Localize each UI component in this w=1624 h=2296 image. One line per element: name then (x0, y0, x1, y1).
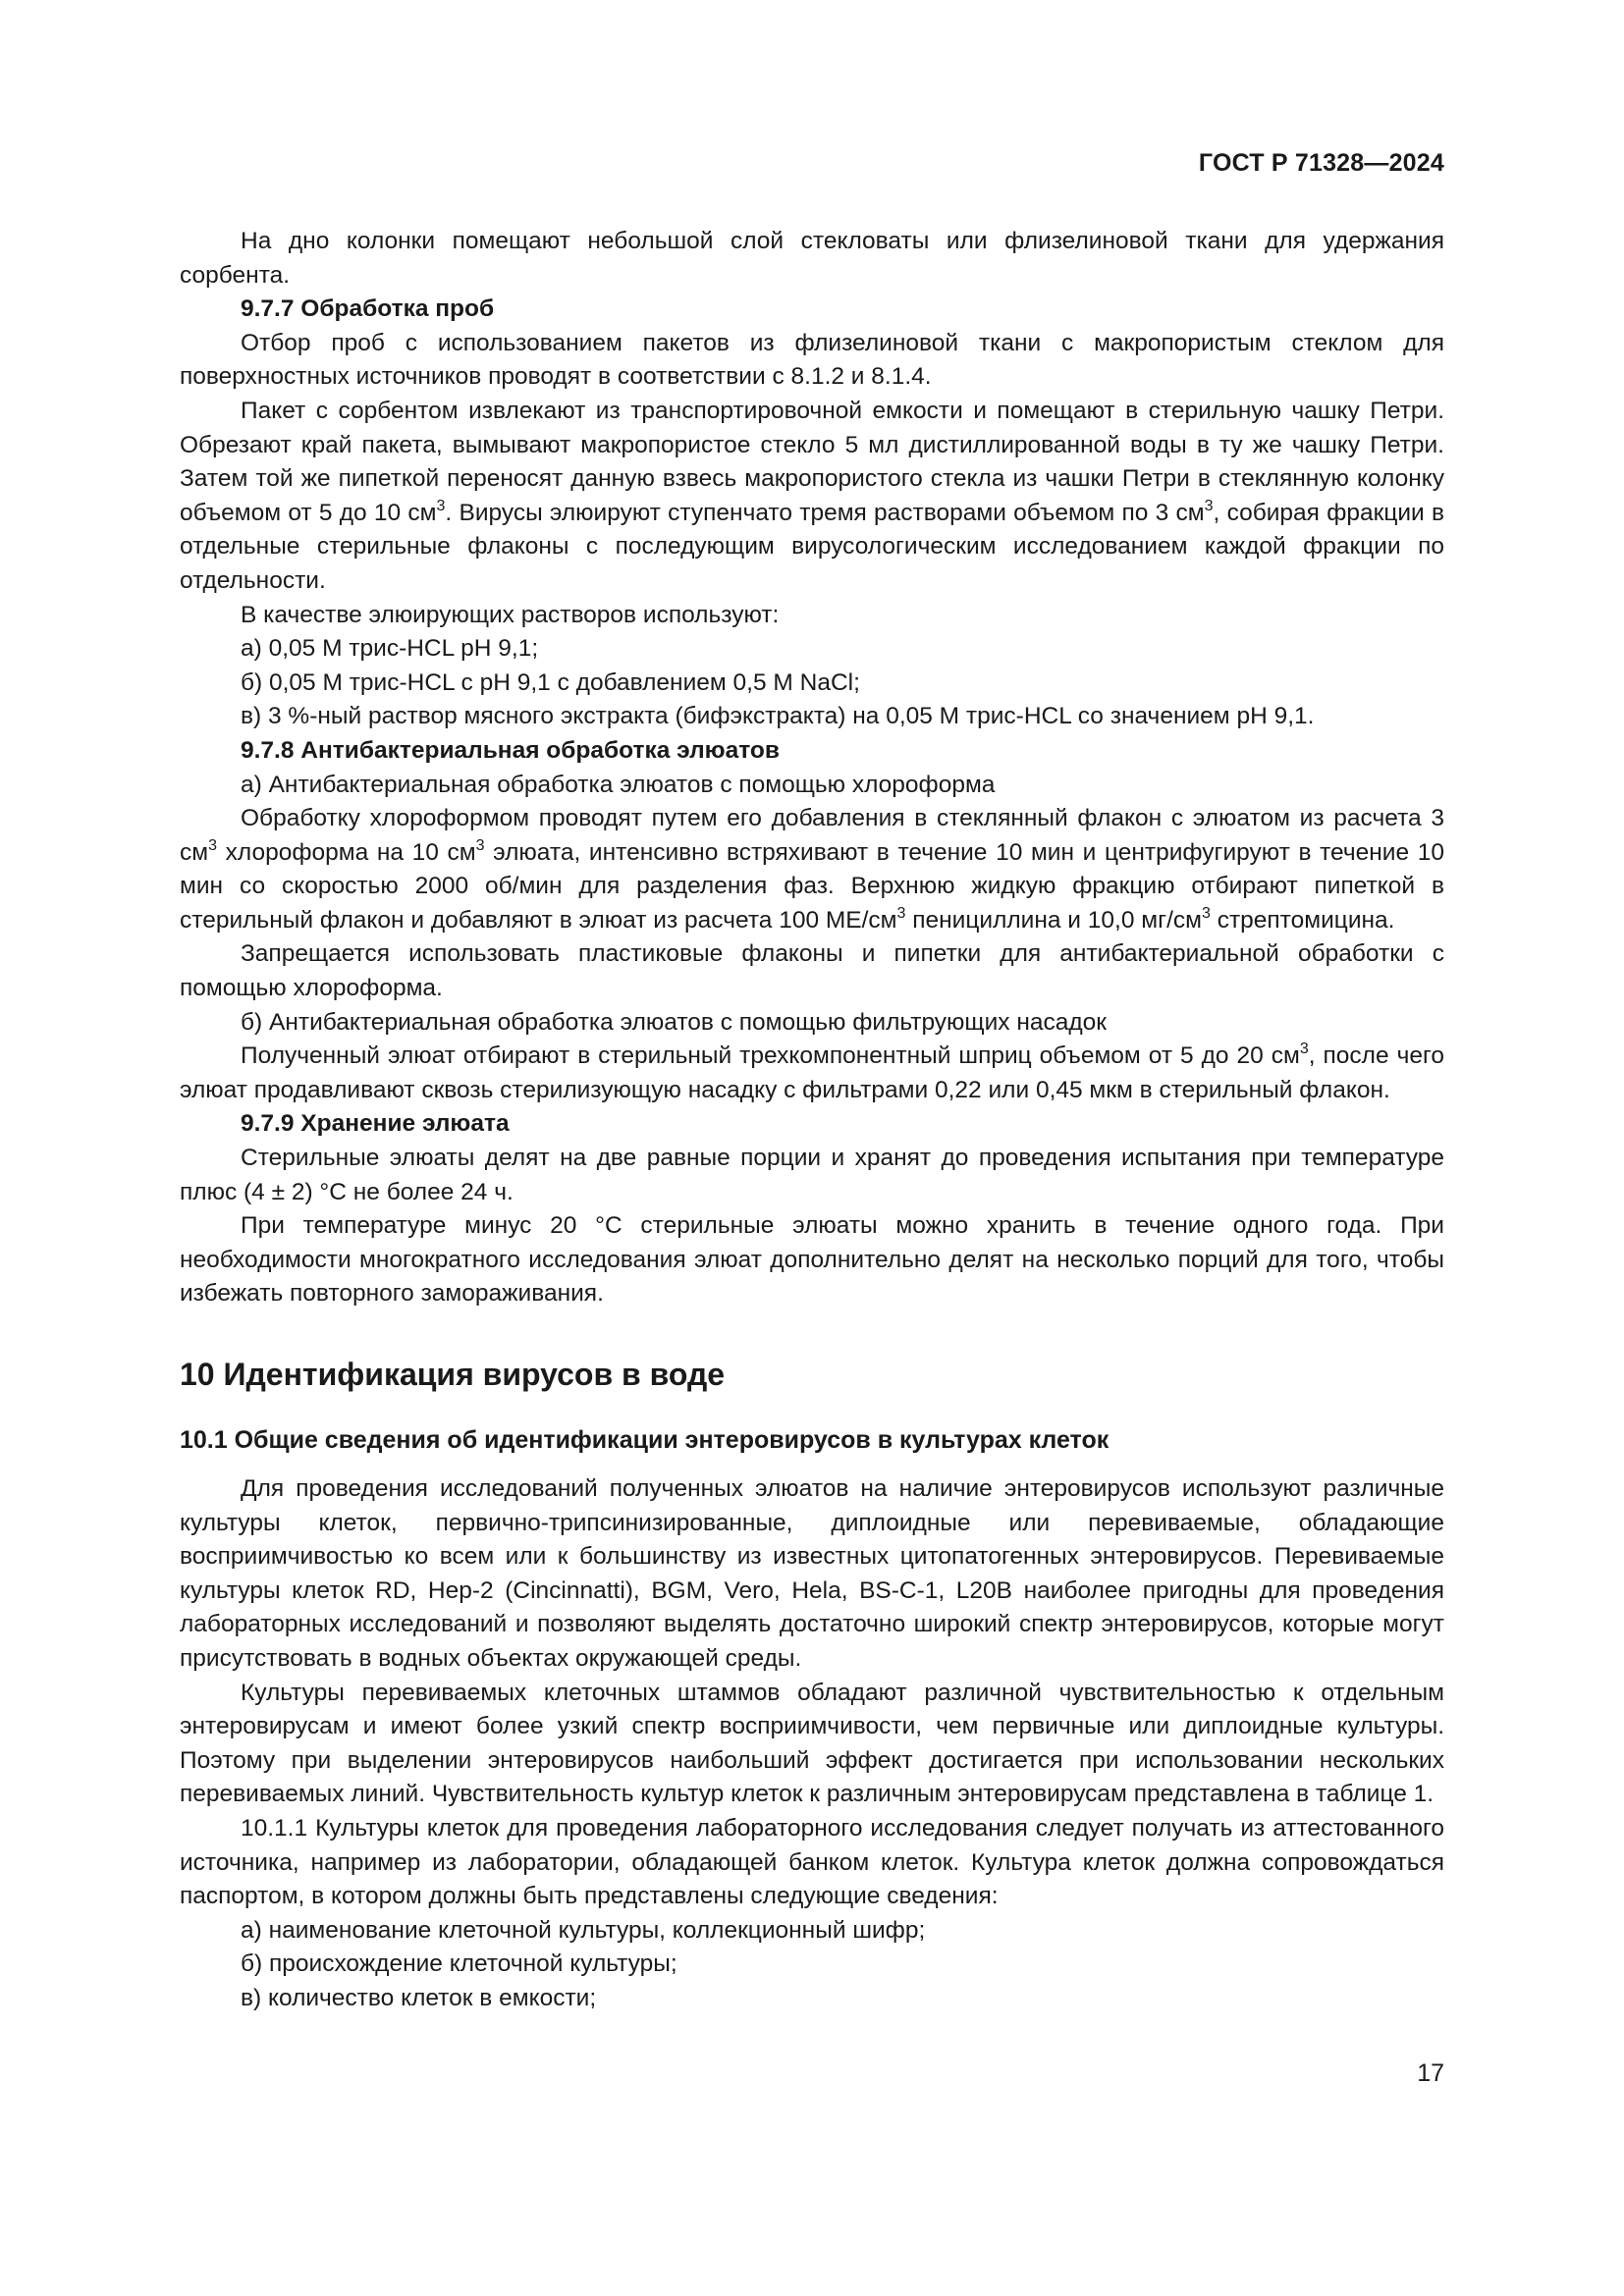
superscript: 3 (1299, 1041, 1309, 1058)
list-item: б) 0,05 М трис-HCL с pH 9,1 с добавлением 0,5 M NaCl; (241, 668, 860, 696)
list-item: б) происхождение клеточной культуры; (241, 1950, 677, 1978)
text-run: стрептомицина. (1210, 906, 1395, 934)
paragraph: Запрещается использовать пластиковые флаконы и пипетки для антибактериальной обработки с помощью хлороформа. (180, 940, 1444, 1002)
text-run: пенициллина и 10,0 мг/см (905, 906, 1202, 934)
paragraph: Отбор проб с использованием пакетов из флизелиновой ткани с макропористым стеклом для поверхностных источников проводят в соответствии с 8.1.2 и 8.1.4. (180, 329, 1444, 391)
superscript: 3 (475, 836, 485, 854)
text-run: . Вирусы элюируют ступенчато тремя растворами объемом по 3 см (445, 499, 1205, 526)
text-run: хлороформа на 10 см (217, 838, 476, 866)
superscript: 3 (1204, 497, 1214, 514)
superscript: 3 (208, 836, 217, 854)
list-item: в) количество клеток в емкости; (241, 1984, 597, 2011)
text-run: Обработку хлороформом проводят путем его добавления в стеклянный флакон с элюатом из расчета 3 см (180, 805, 1444, 866)
subsection-heading-9-7-8: 9.7.8 Антибактериальная обработка элюатов (241, 736, 780, 764)
superscript: 3 (1201, 904, 1211, 922)
paragraph: Культуры перевиваемых клеточных штаммов обладают различной чувствительностью к отдельным энтеровирусам и имеют более узкий спектр восприимчивости, чем первичные или диплоидные культуры. Поэтому при выделении энтеровирусов наибольший эффект достигается при использовании нескольких перевиваемых линий. Чувствительность культур клеток к различным энтеровирусам представлена в таблице 1. (180, 1679, 1444, 1808)
document-body (180, 225, 1444, 2016)
paragraph (180, 1040, 1444, 1107)
paragraph: б) Антибактериальная обработка элюатов с помощью фильтрующих насадок (241, 1008, 1107, 1036)
subsection-heading-9-7-7: 9.7.7 Обработка проб (241, 295, 495, 323)
page-number: 17 (1417, 2059, 1444, 2087)
paragraph: а) Антибактериальная обработка элюатов с помощью хлороформа (241, 771, 996, 798)
list-item: а) наименование клеточной культуры, коллекционный шифр; (241, 1916, 926, 1944)
list-item: а) 0,05 М трис-HCL pH 9,1; (241, 635, 539, 663)
section-heading-10-1: 10.1 Общие сведения об идентификации энтеровирусов в культурах клеток (180, 1426, 1110, 1454)
paragraph: При температуре минус 20 °С стерильные элюаты можно хранить в течение одного года. При необходимости многократного исследования элюат дополнительно делят на несколько порций для того, чтобы избежать повторного замораживания. (180, 1212, 1444, 1308)
paragraph: На дно колонки помещают небольшой слой стекловаты или флизелиновой ткани для удержания сорбента. (180, 228, 1444, 289)
paragraph (180, 395, 1444, 599)
paragraph (180, 802, 1444, 937)
text-run: элюата, интенсивно встряхивают в течение 10 мин и центрифугируют в течение 10 мин со скоростью 2000 об/мин для разделения фаз. Верхнюю жидкую фракцию отбирают пипеткой в стерильный флакон и добавляют в элюат из расчета 100 МЕ/см (180, 838, 1444, 934)
list-item: в) 3 %-ный раствор мясного экстракта (бифэкстракта) на 0,05 М трис-HCL со значением pH 9,1. (241, 703, 1315, 730)
document-header: ГОСТ Р 71328—2024 (1198, 149, 1444, 177)
paragraph: В качестве элюирующих растворов используют: (241, 601, 780, 628)
text-run: , собирая фракции в отдельные стерильные флаконы с последующим вирусологическим исследованием каждой фракции по отдельности. (180, 499, 1444, 594)
text-run: Пакет с сорбентом извлекают из транспортировочной емкости и помещают в стерильную чашку Петри. Обрезают край пакета, вымывают макропористое стекло 5 мл дистиллированной воды в ту же чашку Петри. Затем той же пипеткой переносят данную взвесь макропористого стекла из чашки Петри в стеклянную колонку объемом от 5 до 10 см (180, 397, 1444, 526)
text-run: , после чего элюат продавливают сквозь стерилизующую насадку с фильтрами 0,22 или 0,45 мкм в стерильный флакон. (180, 1042, 1444, 1103)
text-run: Полученный элюат отбирают в стерильный трехкомпонентный шприц объемом от 5 до 20 см (241, 1042, 1300, 1070)
section-heading-10: 10 Идентификация вирусов в воде (180, 1357, 726, 1392)
superscript: 3 (436, 497, 446, 514)
paragraph: 10.1.1 Культуры клеток для проведения лабораторного исследования следует получать из аттестованного источника, например из лаборатории, обладающей банком клеток. Культура клеток должна сопровождаться паспортом, в котором должны быть представлены следующие сведения: (180, 1814, 1444, 1910)
subsection-heading-9-7-9: 9.7.9 Хранение элюата (241, 1110, 510, 1138)
paragraph: Для проведения исследований полученных элюатов на наличие энтеровирусов используют различные культуры клеток, первично-трипсинизированные, диплоидные или перевиваемые, обладающие восприимчивостью ко всем или к большинству из известных цитопатогенных энтеровирусов. Перевиваемые культуры клеток RD, Hep-2 (Cincinnatti), BGM, Vero, Hela, BS-C-1, L20B наиболее пригодны для проведения лабораторных исследований и позволяют выделять достаточно широкий спектр энтеровирусов, которые могут присутствовать в водных объектах окружающей среды. (180, 1475, 1444, 1672)
paragraph: Стерильные элюаты делят на две равные порции и хранят до проведения испытания при температуре плюс (4 ± 2) °С не более 24 ч. (180, 1145, 1444, 1205)
superscript: 3 (896, 904, 906, 922)
